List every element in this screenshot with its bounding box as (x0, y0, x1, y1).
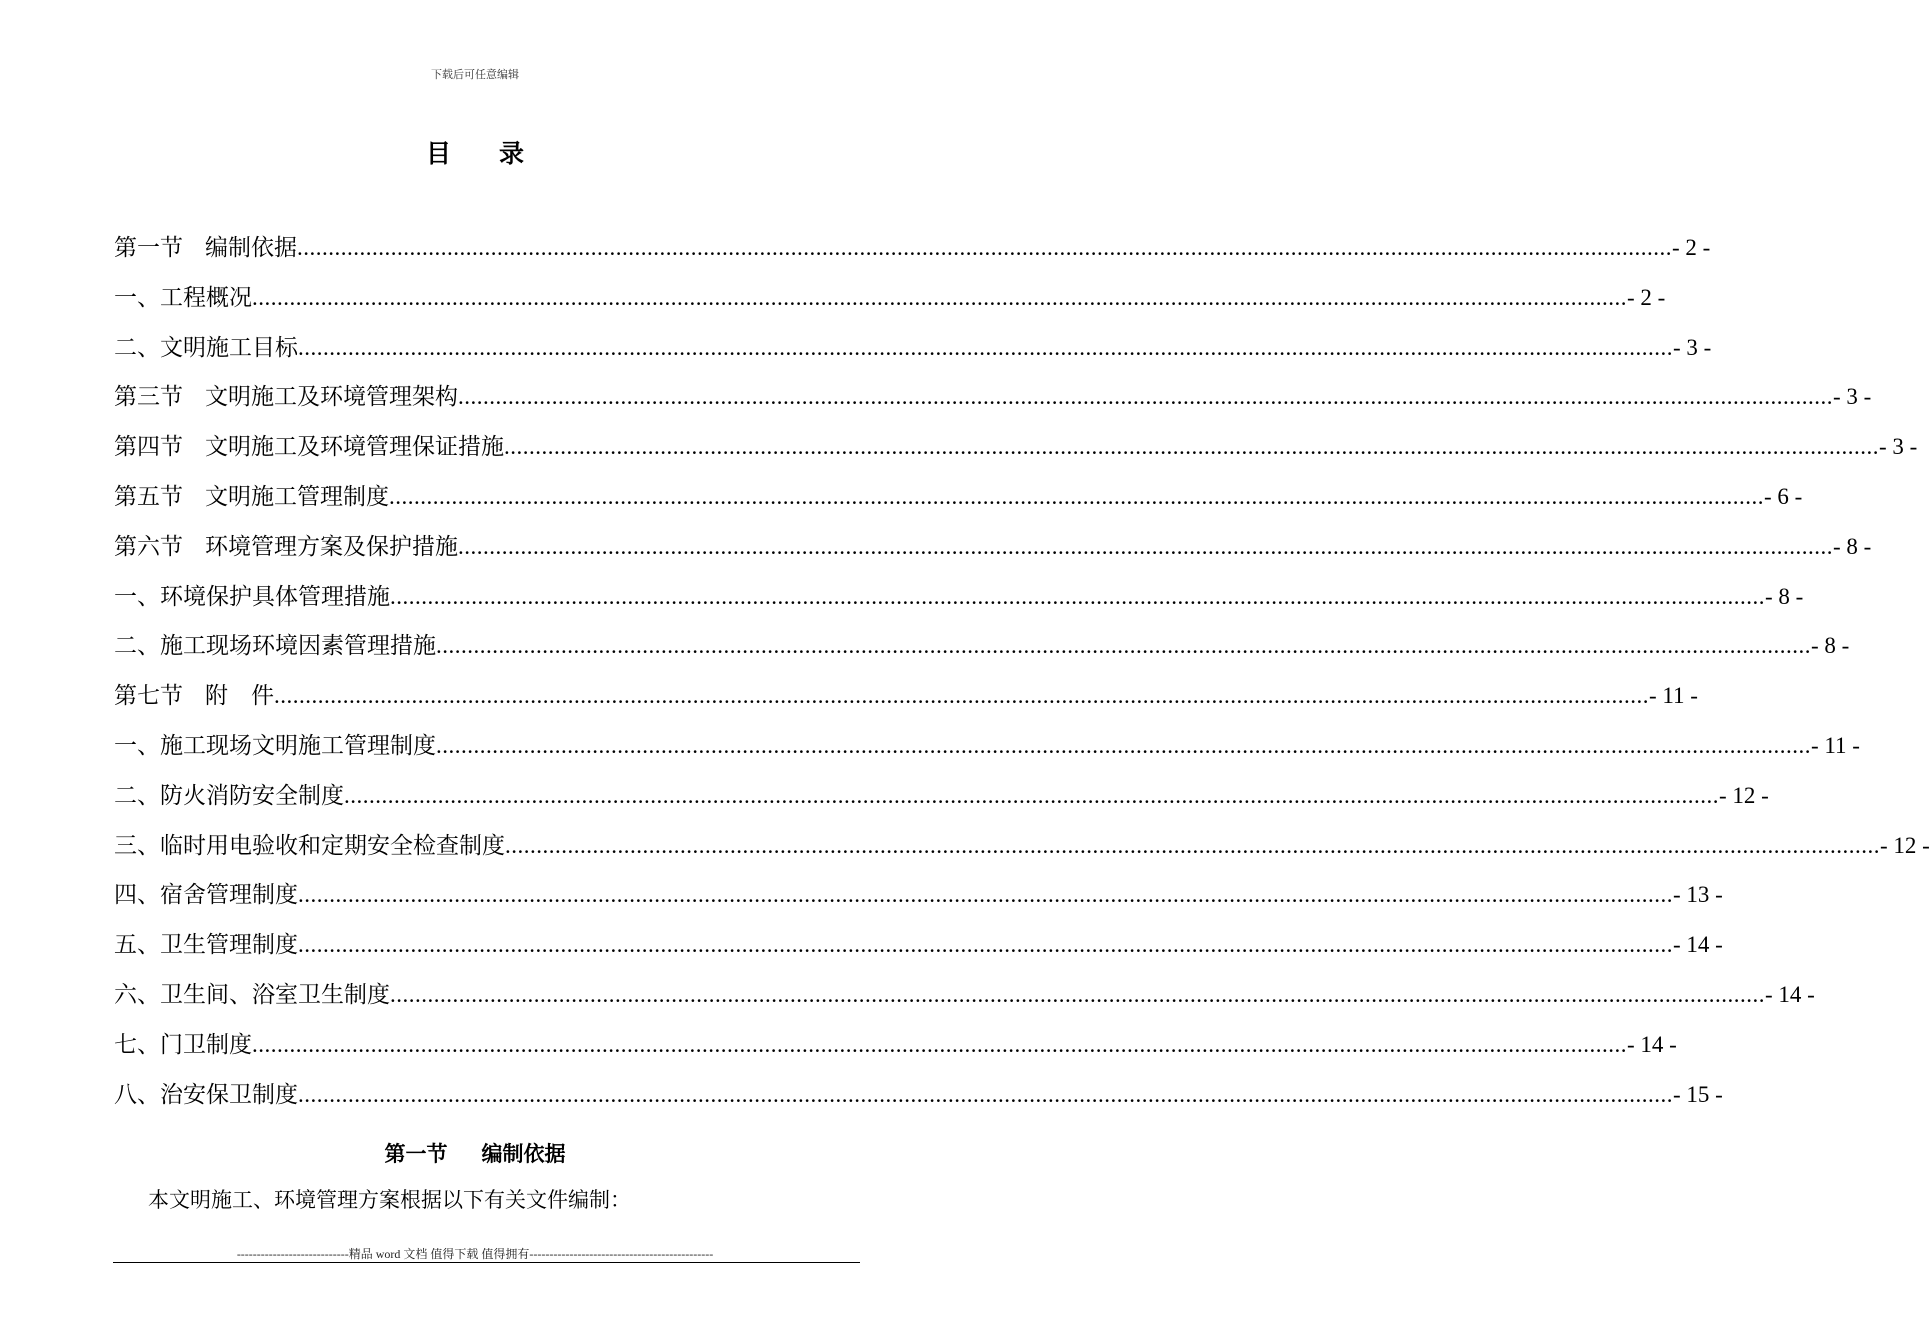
section-name: 编制依据 (481, 1141, 566, 1166)
toc-entry-label-primary: 第五节 (114, 483, 183, 510)
toc-entry[interactable] (114, 575, 1804, 625)
toc-page-number: - 8 - (1833, 533, 1872, 559)
toc-dot-leader: ............................................................................................................................................................................................................................ (505, 832, 1880, 858)
toc-entry[interactable] (114, 674, 1698, 724)
toc-entry-label (114, 525, 458, 569)
toc-page-number: - 13 - (1673, 882, 1723, 908)
toc-entry[interactable] (114, 923, 1723, 973)
toc-page-number: - 11 - (1649, 683, 1698, 709)
toc-entry-label (114, 425, 504, 469)
toc-dot-leader: ............................................................................................................................................................................................................................ (298, 932, 1673, 958)
toc-entry-label (114, 774, 344, 818)
toc-entry-label-secondary: 环境管理方案及保护措施 (205, 533, 458, 560)
section-heading (0, 1138, 950, 1168)
toc-dot-leader: ............................................................................................................................................................................................................................ (298, 334, 1673, 360)
toc-entry[interactable] (114, 824, 1930, 874)
toc-page-number: - 3 - (1673, 334, 1712, 360)
toc-entry[interactable] (114, 1073, 1723, 1123)
toc-entry-label (114, 923, 298, 967)
toc-dot-leader: ............................................................................................................................................................................................................................ (504, 434, 1879, 460)
toc-entry-label (114, 824, 505, 868)
toc-entry-label (114, 276, 252, 320)
toc-entry-label-primary: 二、施工现场环境因素管理措施 (114, 633, 436, 660)
toc-dot-leader: ............................................................................................................................................................................................................................ (252, 1031, 1627, 1057)
toc-dot-leader: ............................................................................................................................................................................................................................ (389, 483, 1764, 509)
toc-entry-label (114, 674, 274, 718)
toc-page-number: - 2 - (1627, 284, 1666, 310)
toc-page-number: - 15 - (1673, 1081, 1723, 1107)
toc-entry[interactable] (114, 475, 1803, 525)
toc-page-number: - 12 - (1719, 782, 1769, 808)
footer-divider (113, 1262, 860, 1263)
toc-entry-label (114, 1073, 298, 1117)
toc-entry[interactable] (114, 226, 1711, 276)
toc-dot-leader: ............................................................................................................................................................................................................................ (390, 583, 1765, 609)
toc-entry[interactable] (114, 525, 1872, 575)
toc-page-number: - 8 - (1811, 633, 1850, 659)
toc-entry-label (114, 475, 389, 519)
toc-page-number: - 6 - (1764, 483, 1803, 509)
toc-entry[interactable] (114, 425, 1918, 475)
toc-entry[interactable] (114, 873, 1723, 923)
toc-entry-label (114, 973, 390, 1017)
toc-entry[interactable] (114, 724, 1860, 774)
section-number: 第一节 (384, 1141, 448, 1166)
toc-entry-label-secondary: 附 件 (205, 683, 274, 710)
toc-entry[interactable] (114, 375, 1872, 425)
toc-entry-label-primary: 一、工程概况 (114, 284, 252, 311)
toc-dot-leader: ............................................................................................................................................................................................................................ (274, 683, 1649, 709)
toc-entry-label-primary: 第七节 (114, 683, 183, 710)
toc-page-number: - 8 - (1765, 583, 1804, 609)
toc-page-number: - 12 - (1880, 832, 1930, 858)
footer-note: ----------------------------精品 word 文档 值得下载 值得拥有---------------------------------------------- (236, 1247, 714, 1261)
toc-page-number: - 14 - (1627, 1031, 1677, 1057)
toc-entry[interactable] (114, 276, 1666, 326)
toc-entry-label (114, 873, 298, 917)
toc-entry-label (114, 575, 390, 619)
toc-page-number: - 3 - (1833, 384, 1872, 410)
toc-page-number: - 14 - (1673, 932, 1723, 958)
toc-entry-label-primary: 第六节 (114, 533, 183, 560)
toc-entry[interactable] (114, 326, 1712, 376)
toc-entry[interactable] (114, 973, 1815, 1023)
toc-entry-label-secondary: 文明施工管理制度 (205, 483, 389, 510)
toc-dot-leader: ............................................................................................................................................................................................................................ (436, 732, 1811, 758)
toc-entry-label-primary: 一、施工现场文明施工管理制度 (114, 732, 436, 759)
toc-entry-label-primary: 三、临时用电验收和定期安全检查制度 (114, 832, 505, 859)
toc-entry[interactable] (114, 624, 1850, 674)
toc-entry-label-primary: 二、文明施工目标 (114, 334, 298, 361)
toc-entry-label-primary: 七、门卫制度 (114, 1031, 252, 1058)
toc-entry-label (114, 624, 436, 668)
toc-page-number: - 14 - (1765, 981, 1815, 1007)
toc-entry-label-primary: 第四节 (114, 434, 183, 461)
toc-entry-label-secondary: 文明施工及环境管理架构 (205, 384, 458, 411)
toc-dot-leader: ............................................................................................................................................................................................................................ (436, 633, 1811, 659)
toc-entry-label-primary: 第三节 (114, 384, 183, 411)
toc-entry-label-primary: 六、卫生间、浴室卫生制度 (114, 981, 390, 1008)
toc-entry-label-primary: 第一节 (114, 235, 183, 261)
intro-paragraph: 本文明施工、环境管理方案根据以下有关文件编制： (148, 1188, 631, 1212)
toc-entry-label-primary: 二、防火消防安全制度 (114, 782, 344, 809)
toc-page-number: - 11 - (1811, 732, 1860, 758)
toc-entry-label (114, 226, 297, 270)
toc-entry-label-secondary: 文明施工及环境管理保证措施 (205, 434, 504, 461)
toc-entry-label (114, 326, 298, 370)
toc-dot-leader: ............................................................................................................................................................................................................................ (458, 533, 1833, 559)
toc-dot-leader: ............................................................................................................................................................................................................................ (344, 782, 1719, 808)
toc-entry-label-secondary: 编制依据 (205, 235, 297, 261)
table-of-contents (114, 226, 1930, 1122)
toc-entry[interactable] (114, 1023, 1677, 1073)
toc-dot-leader: ............................................................................................................................................................................................................................ (390, 981, 1765, 1007)
toc-entry-label (114, 375, 458, 419)
page-title: 目录 (425, 139, 572, 168)
toc-entry-label-primary: 五、卫生管理制度 (114, 932, 298, 959)
toc-entry-label-primary: 八、治安保卫制度 (114, 1081, 298, 1108)
toc-dot-leader: ............................................................................................................................................................................................................................ (458, 384, 1833, 410)
toc-entry[interactable] (114, 774, 1769, 824)
toc-dot-leader: ............................................................................................................................................................................................................................ (297, 235, 1672, 260)
toc-dot-leader: ............................................................................................................................................................................................................................ (298, 882, 1673, 908)
toc-entry-label-primary: 一、环境保护具体管理措施 (114, 583, 390, 610)
toc-page-number: - 3 - (1879, 434, 1918, 460)
toc-entry-label (114, 724, 436, 768)
toc-dot-leader: ............................................................................................................................................................................................................................ (298, 1081, 1673, 1107)
toc-entry-label (114, 1023, 252, 1067)
toc-entry-label-primary: 四、宿舍管理制度 (114, 882, 298, 909)
toc-page-number: - 2 - (1672, 235, 1711, 260)
toc-dot-leader: ............................................................................................................................................................................................................................ (252, 284, 1627, 310)
header-note: 下载后可任意编辑 (431, 68, 519, 81)
